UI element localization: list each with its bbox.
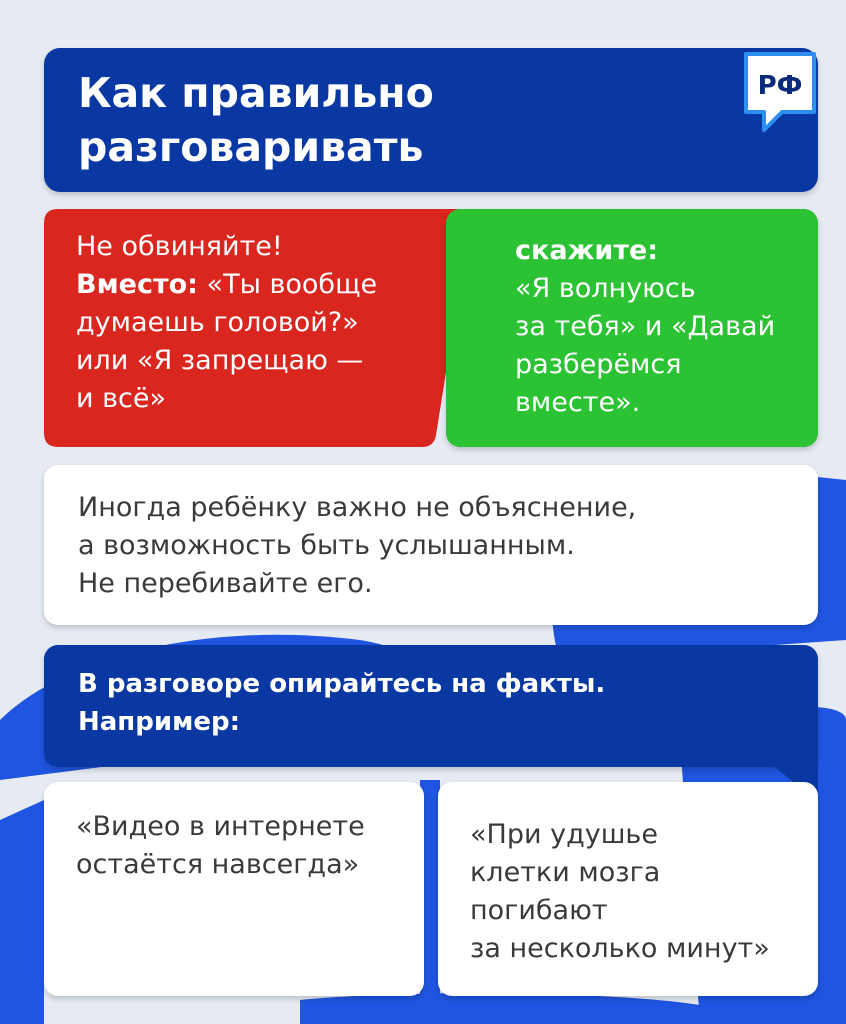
dont-card-line1: Не обвиняйте! <box>76 231 283 262</box>
example-video-line2: остаётся навсегда» <box>76 849 360 880</box>
facts-card-line2: Например: <box>78 707 240 737</box>
say-card-line4: разберёмся <box>515 349 682 380</box>
listen-card-line2: а возможность быть услышанным. <box>78 530 575 561</box>
say-card-line5: вместе». <box>515 387 641 418</box>
listen-card <box>44 465 818 625</box>
facts-card-line1: В разговоре опирайтесь на факты. <box>78 669 606 699</box>
rf-logo <box>742 50 818 134</box>
rf-logo-text: РФ <box>757 71 803 101</box>
example-suffocation-line2: клетки мозга <box>470 857 661 888</box>
example-card-suffocation-text <box>470 816 770 968</box>
example-card-suffocation <box>438 782 818 996</box>
example-suffocation-line4: за несколько минут» <box>470 933 770 964</box>
facts-card-text <box>78 665 605 741</box>
say-card <box>515 232 815 422</box>
dont-card-line2 <box>76 266 416 304</box>
example-card-video-text <box>76 808 365 884</box>
example-card-video <box>44 782 424 996</box>
example-suffocation-line3: погибают <box>470 895 608 926</box>
dont-card-line2-rest: «Ты вообще <box>197 269 378 300</box>
listen-card-line3: Не перебивайте его. <box>78 568 373 599</box>
say-card-line3: за тебя» и «Давай <box>515 311 776 342</box>
dont-card-line5: и всё» <box>76 383 167 414</box>
listen-card-line1: Иногда ребёнку важно не объяснение, <box>78 492 637 523</box>
page-title <box>78 66 434 174</box>
page-title-line2: разговаривать <box>78 123 424 171</box>
page-title-line1: Как правильно <box>78 69 434 117</box>
dont-card <box>76 228 416 418</box>
dont-card-line3: думаешь головой?» <box>76 307 359 338</box>
dont-card-line4: или «Я запрещаю — <box>76 345 364 376</box>
instead-label: Вместо: <box>76 269 198 300</box>
example-suffocation-line1: «При удушье <box>470 819 658 850</box>
example-video-line1: «Видео в интернете <box>76 811 365 842</box>
header-banner <box>44 48 818 192</box>
say-label: скажите: <box>515 235 659 266</box>
facts-card <box>44 645 818 767</box>
say-card-line2: «Я волнуюсь <box>515 273 696 304</box>
listen-card-text <box>78 489 636 603</box>
